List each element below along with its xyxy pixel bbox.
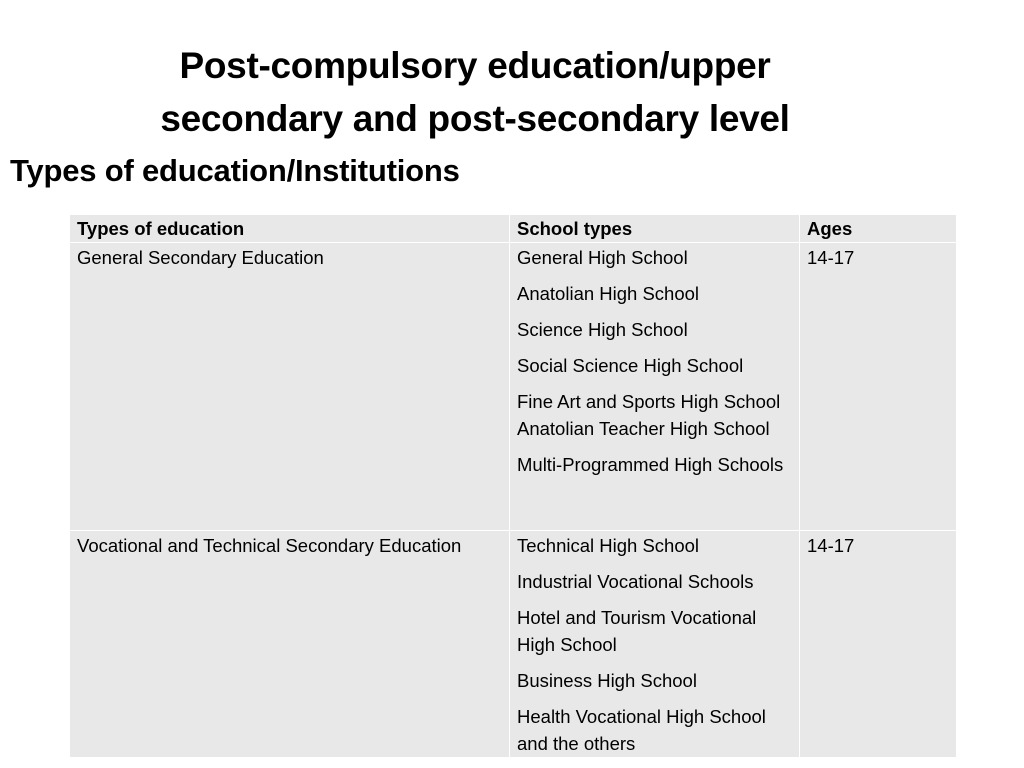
school-item: General High School <box>517 247 688 268</box>
slide-title-line-2: secondary and post-secondary level <box>160 97 790 139</box>
table-header-row <box>70 215 957 243</box>
school-item: Science High School <box>517 319 688 340</box>
school-list <box>517 532 793 757</box>
ages-cell: 14-17 <box>800 243 957 531</box>
school-item: Multi-Programmed High Schools <box>517 454 784 475</box>
section-heading: Types of education/Institutions <box>10 153 460 188</box>
header-types-of-education: Types of education <box>70 215 510 243</box>
school-types-cell <box>510 243 800 531</box>
slide-title-line-1: Post-compulsory education/upper <box>179 44 771 86</box>
table-row <box>70 531 957 758</box>
slide-title <box>130 39 820 145</box>
school-item: Health Vocational High School and the others <box>517 706 766 754</box>
school-types-cell <box>510 531 800 758</box>
table-row <box>70 243 957 531</box>
education-type-cell: General Secondary Education <box>70 243 510 531</box>
school-item: Hotel and Tourism Vocational High School <box>517 607 757 655</box>
school-item: Social Science High School <box>517 355 744 376</box>
header-school-types: School types <box>510 215 800 243</box>
school-item: Business High School <box>517 670 697 691</box>
education-type-cell: Vocational and Technical Secondary Education <box>70 531 510 758</box>
school-item: Industrial Vocational Schools <box>517 571 754 592</box>
ages-cell: 14-17 <box>800 531 957 758</box>
school-item: Anatolian High School <box>517 283 700 304</box>
school-item: Technical High School <box>517 535 700 556</box>
school-item: Fine Art and Sports High School Anatolian Teacher High School <box>517 391 781 439</box>
header-ages: Ages <box>800 215 957 243</box>
education-types-table <box>69 214 957 758</box>
school-list <box>517 244 793 478</box>
